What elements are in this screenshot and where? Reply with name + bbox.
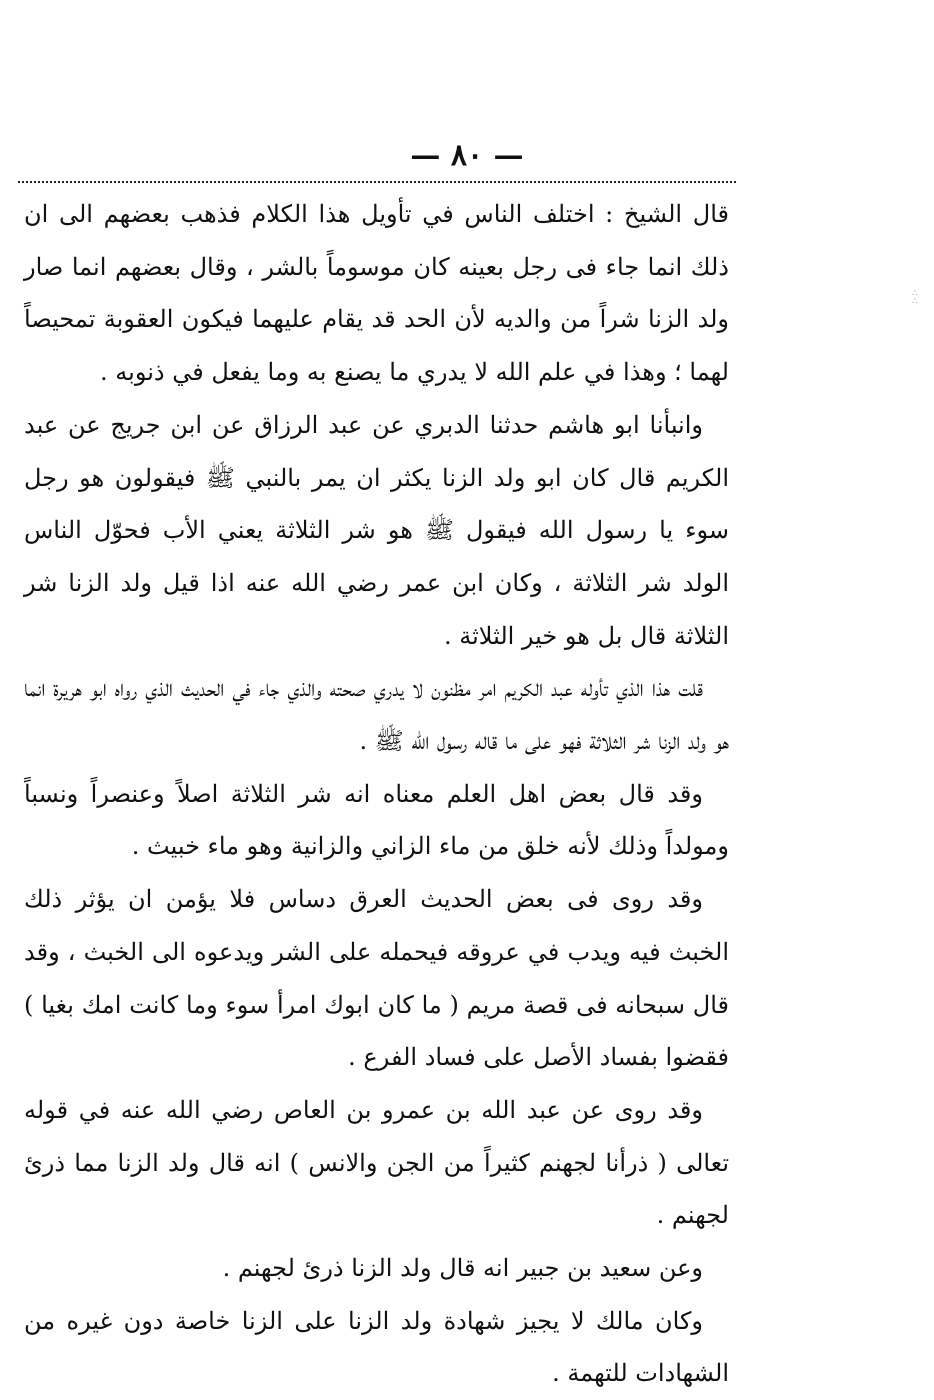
paragraph: وعن سعيد بن جبير انه قال ولد الزنا ذرئ لجهنم . <box>222 1254 703 1283</box>
paragraph: وكان مالك لا يجيز شهادة ولد الزنا على الزنا خاصة دون غيره من الشهادات للتهمة . <box>24 1306 729 1388</box>
header-rule <box>18 181 736 183</box>
scan-specks: ∴ ∴ <box>912 289 918 307</box>
paragraph: وانبأنا ابو هاشم حدثنا الدبري عن عبد الرزاق عن ابن جريج عن عبد الكريم قال كان ابو ولد الزنا يكثر ان يمر بالنبي ﷺ فيقولون هو رجل سوء يا رسول الله فيقول ﷺ هو شر الثلاثة يعني الأب فحوّل الناس الولد شر الثلاثة ، وكان ابن عمر رضي الله عنه اذا قيل ولد الزنا شر الثلاثة قال بل هو خير الثلاثة . <box>24 410 729 650</box>
paragraph: وقد روى فى بعض الحديث العرق دساس فلا يؤمن ان يؤثر ذلك الخبث فيه ويدب في عروقه فيحمله على الشر ويدعوه الى الخبث ، وقد قال سبحانه فى قصة مريم ( ما كان ابوك امرأ سوء وما كانت امك بغيا ) فقضوا بفساد الأصل على فساد الفرع . <box>24 885 729 1072</box>
paragraph: قلت هذا الذي تأوله عبد الكريم امر مظنون لا يدري صحته والذي جاء في الحديث الذي رواه ابو هريرة انما هو ولد الزنا شر الثلاثة فهو على ما قاله رسول الله ﷺ . <box>24 674 729 756</box>
page-number: — ٨٠ — <box>410 138 524 173</box>
body-text <box>24 188 729 1400</box>
paragraph: وقد قال بعض اهل العلم معناه انه شر الثلاثة اصلاً وعنصراً ونسباً ومولداً وذلك لأنه خلق من ماء الزاني والزانية وهو ماء خبيث . <box>24 779 729 861</box>
paragraph: قال الشيخ : اختلف الناس في تأويل هذا الكلام فذهب بعضهم الى ان ذلك انما جاء فى رجل بعينه كان موسوماً بالشر ، وقال بعضهم انما صار ولد الزنا شراً من والديه لأن الحد قد يقام عليهما فيكون العقوبة تمحيصاً لهما ؛ وهذا في علم الله لا يدري ما يصنع به وما يفعل في ذنوبه . <box>24 200 729 387</box>
paragraph: وقد روى عن عبد الله بن عمرو بن العاص رضي الله عنه في قوله تعالى ( ذرأنا لجهنم كثيراً من الجن والانس ) انه قال ولد الزنا مما ذرئ لجهنم . <box>24 1095 729 1230</box>
